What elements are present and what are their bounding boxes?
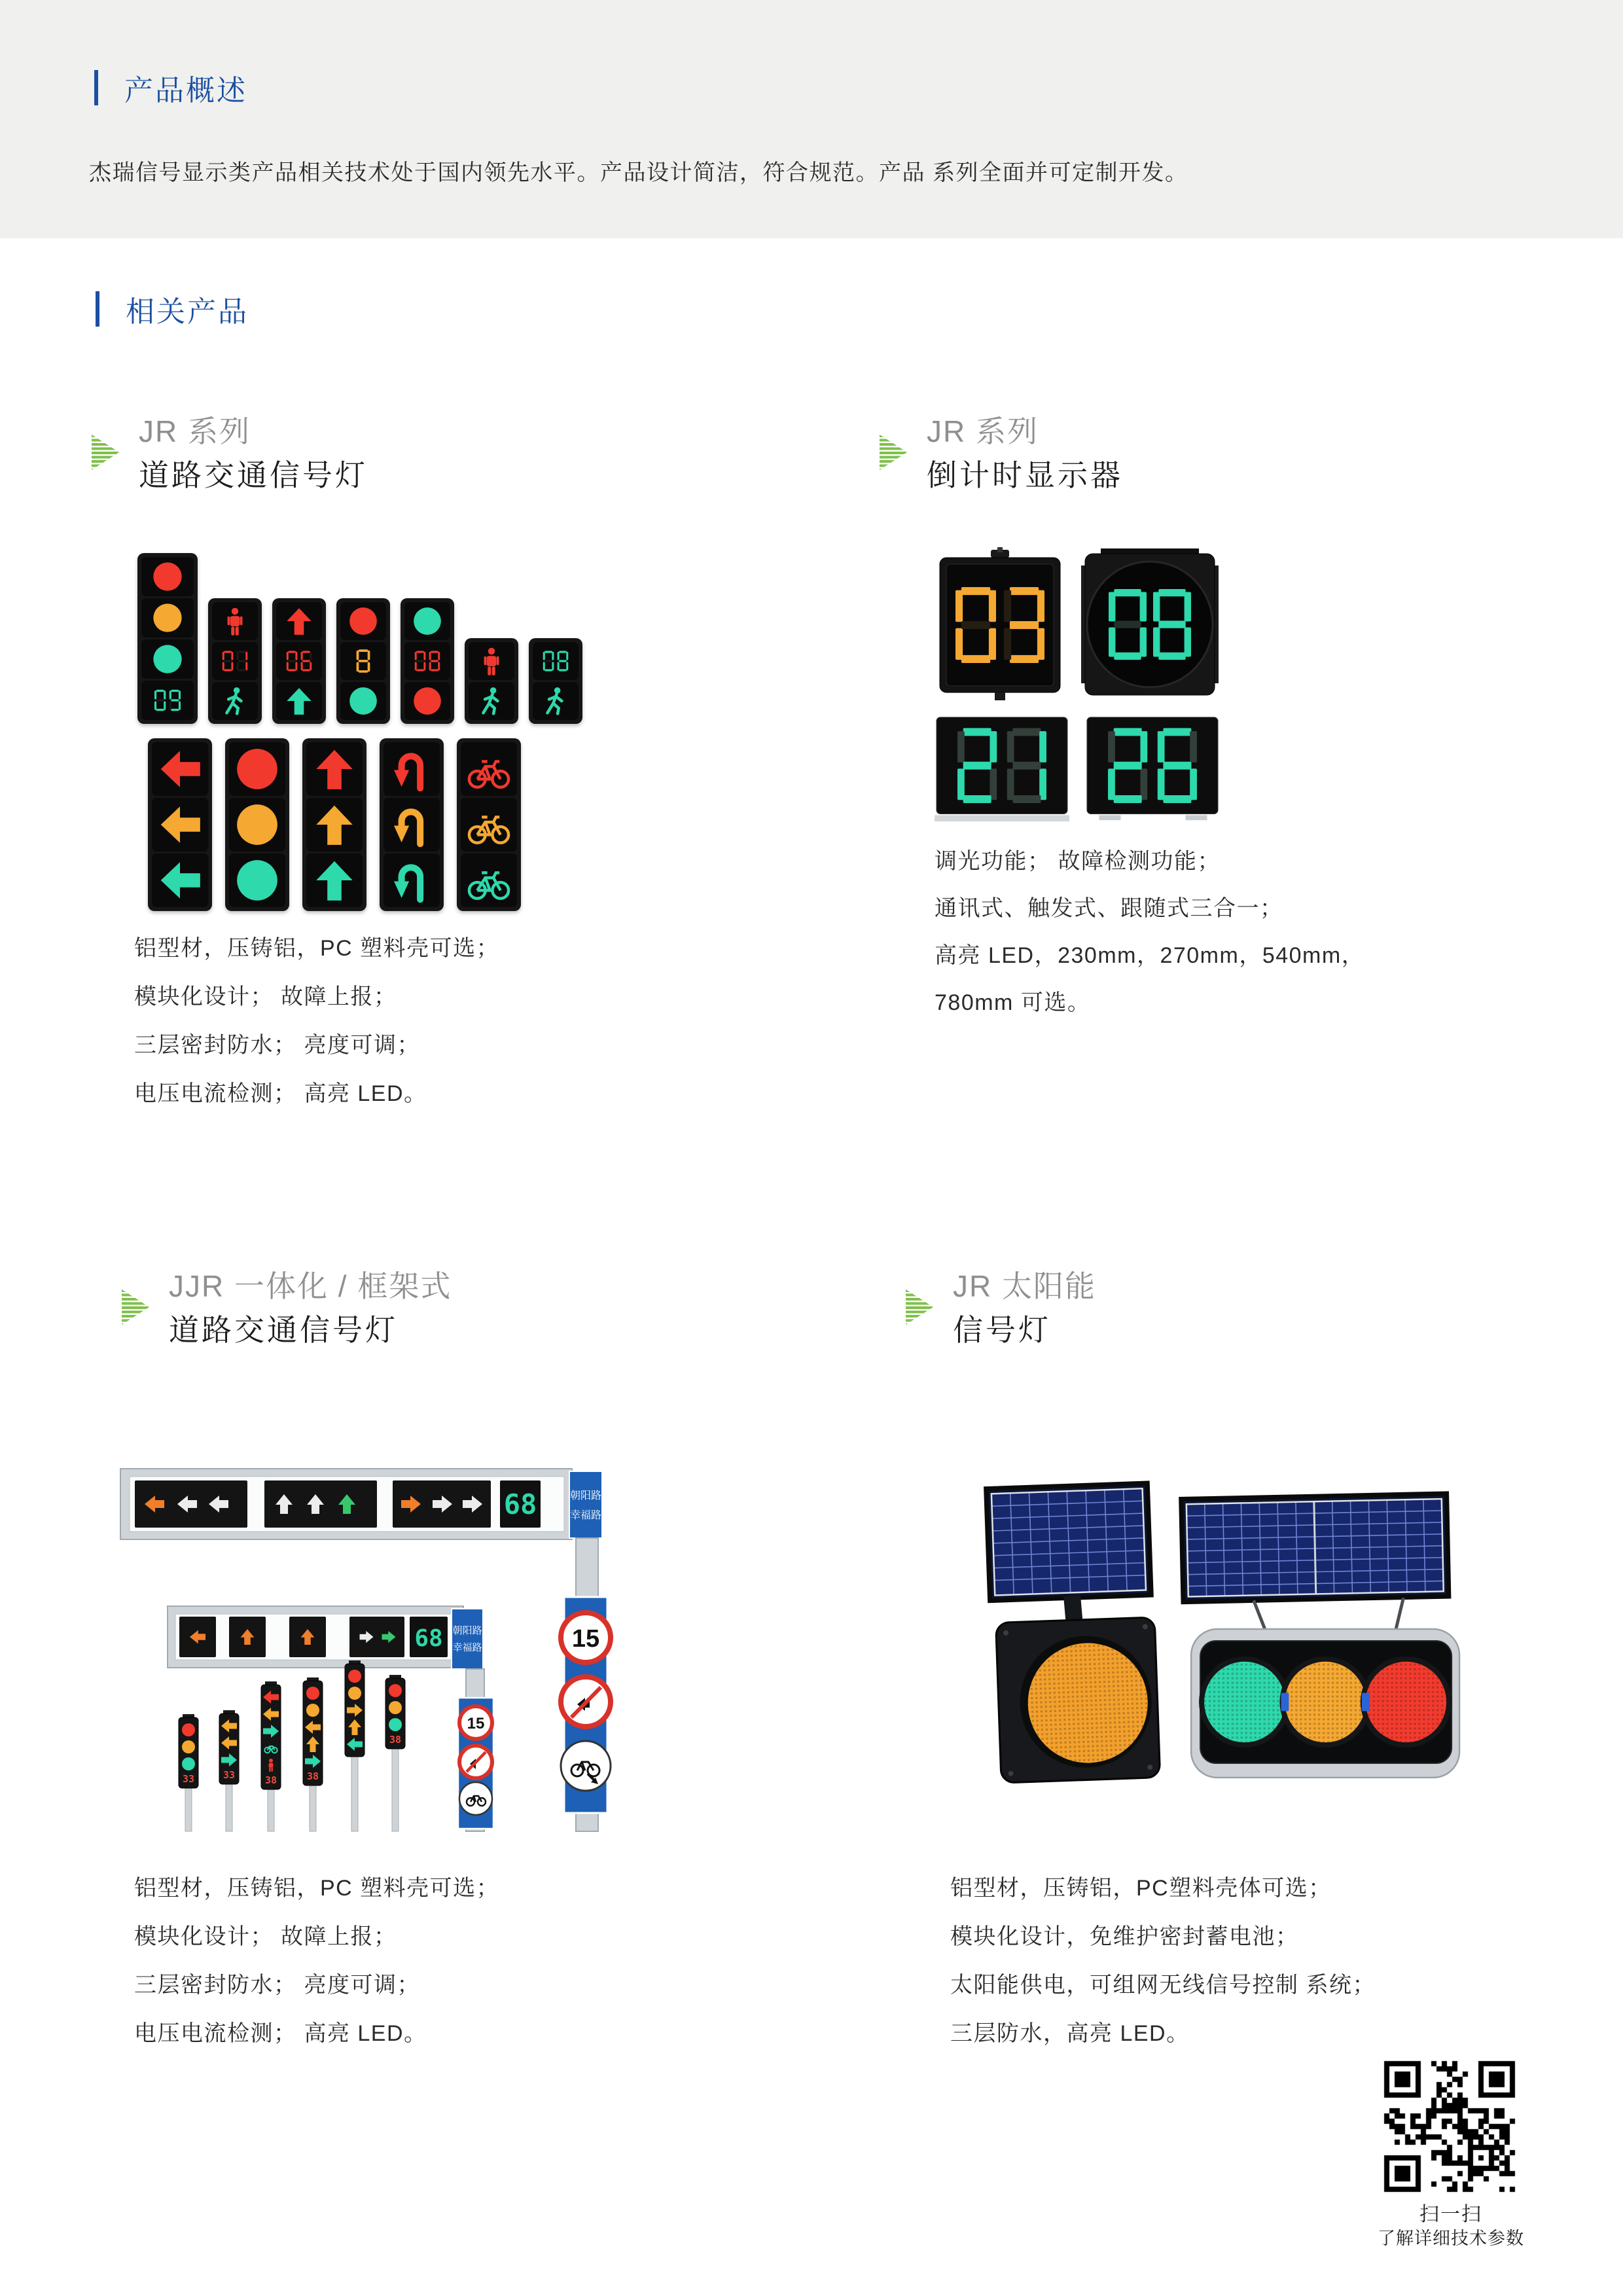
bicycle-sign xyxy=(561,1741,611,1791)
feature-list xyxy=(134,924,499,1118)
feature-line: 三层防水，高亮 LED。 xyxy=(950,2021,1190,2046)
traffic-light-section xyxy=(461,853,517,907)
road-name: 朝阳路 xyxy=(452,1625,482,1636)
pole-counter: 33 xyxy=(223,1769,236,1781)
pole-counter: 33 xyxy=(182,1773,195,1785)
traffic-light-section xyxy=(533,642,579,680)
gantry-sign-panel xyxy=(458,1698,493,1829)
pole-counter: 38 xyxy=(264,1774,277,1786)
feature-line: 三层密封防水； 亮度可调； xyxy=(134,1033,420,1058)
circle-icon xyxy=(233,745,281,793)
traffic-light-section xyxy=(141,598,194,637)
feature-line: 三层密封防水； 亮度可调； xyxy=(134,1973,420,1998)
arrow-up-icon xyxy=(310,800,359,849)
traffic-light-section xyxy=(306,853,363,907)
product-image-countdown xyxy=(935,547,1242,824)
product3-header xyxy=(122,1265,452,1352)
arrow-up-icon xyxy=(283,685,315,717)
traffic-light-section xyxy=(404,602,450,640)
feature-line: 太阳能供电，可组网无线信号控制 系统； xyxy=(950,1973,1376,1998)
arrow-left-icon xyxy=(156,800,204,849)
signal-pole xyxy=(219,1710,239,1831)
product1-name: 道路交通信号灯 xyxy=(139,458,368,492)
traffic-light-unit xyxy=(137,553,198,724)
qr-caption: 扫一扫 xyxy=(1419,2204,1482,2225)
countdown-display xyxy=(935,547,1065,702)
traffic-light-unit xyxy=(302,738,366,911)
speed-limit-sign: 15 xyxy=(467,1715,485,1732)
gantry-road-sign xyxy=(569,1471,602,1538)
traffic-light-unit xyxy=(457,738,521,911)
traffic-light-section xyxy=(340,682,386,720)
bicycle-icon xyxy=(465,856,513,905)
traffic-light-section xyxy=(152,742,208,796)
traffic-light-section xyxy=(229,742,285,796)
traffic-light-section xyxy=(276,602,322,640)
traffic-light-unit xyxy=(225,738,289,911)
solar-mount xyxy=(1396,1598,1404,1630)
feature-line: 模块化设计； 故障上报； xyxy=(134,984,397,1009)
traffic-light-section xyxy=(152,853,208,907)
countdown-display xyxy=(1085,715,1220,824)
gantry-mid-beam xyxy=(168,1606,463,1668)
traffic-light-section xyxy=(306,798,363,852)
arrow-up-icon xyxy=(283,605,315,637)
solar-mount xyxy=(1254,1600,1266,1630)
signal-pole xyxy=(179,1714,198,1831)
feature-line: 铝型材，压铸铝，PC 塑料壳可选； xyxy=(134,1876,500,1901)
circle-icon xyxy=(151,560,185,594)
traffic-light-unit xyxy=(208,598,262,724)
person-walk-icon xyxy=(475,685,508,717)
traffic-light-row xyxy=(148,738,589,911)
green-arrow-icon xyxy=(906,1289,933,1325)
green-arrow-icon xyxy=(92,435,119,470)
gantry-road-sign xyxy=(452,1609,483,1669)
road-name: 幸福路 xyxy=(569,1510,602,1521)
bicycle-icon xyxy=(465,745,513,793)
gantry-sign-panel xyxy=(561,1597,611,1813)
circle-icon xyxy=(151,642,185,676)
traffic-light-section xyxy=(152,798,208,852)
countdown-display xyxy=(1081,547,1219,702)
signal-pole-group xyxy=(179,1660,405,1831)
digits-icon xyxy=(219,645,251,677)
feature-list xyxy=(950,1864,1376,2058)
green-arrow-icon xyxy=(880,435,907,470)
signal-pole xyxy=(303,1677,323,1831)
circle-icon xyxy=(347,685,380,717)
arrow-up-icon xyxy=(310,856,359,905)
overview-title: 产品概述 xyxy=(124,75,247,107)
feature-line: 780mm 可选。 xyxy=(935,990,1091,1015)
digits-icon xyxy=(347,645,380,677)
overview-description: 杰瑞信号显示类产品相关技术处于国内领先水平。产品设计简洁，符合规范。产品 系列全面并可定制开发。 xyxy=(89,160,1188,185)
digits-icon xyxy=(283,645,315,677)
pole-counter: 38 xyxy=(389,1734,402,1746)
feature-line: 高亮 LED，230mm，270mm，540mm， xyxy=(935,943,1365,968)
traffic-light-unit xyxy=(272,598,326,724)
signal-pole xyxy=(261,1681,281,1831)
circle-icon xyxy=(347,605,380,637)
feature-line: 电压电流检测； 高亮 LED。 xyxy=(134,1081,427,1106)
traffic-light-section xyxy=(469,682,514,720)
person-walk-icon xyxy=(539,685,572,717)
circle-icon xyxy=(233,800,281,849)
signal-pole xyxy=(385,1675,405,1831)
arrow-uturn-icon xyxy=(387,800,436,849)
traffic-light-section xyxy=(383,742,440,796)
traffic-light-section xyxy=(461,798,517,852)
traffic-light-row xyxy=(137,546,589,724)
traffic-light-section xyxy=(383,853,440,907)
feature-line: 模块化设计； 故障上报； xyxy=(134,1924,397,1949)
product-image-gantry xyxy=(111,1440,656,1843)
feature-line: 调光功能； 故障检测功能； xyxy=(935,849,1221,874)
gantry-top-beam xyxy=(120,1469,572,1539)
gantry-illustration xyxy=(111,1440,656,1843)
qr-code xyxy=(1383,2060,1516,2193)
arrow-up-icon xyxy=(310,745,359,793)
solar-three-lamp-head xyxy=(1191,1629,1459,1778)
person-walk-icon xyxy=(219,685,251,717)
green-arrow-icon xyxy=(122,1289,149,1325)
product1-header xyxy=(92,410,368,497)
traffic-light-section xyxy=(533,682,579,720)
countdown-row xyxy=(935,715,1242,824)
product3-series: JJR 一体化 / 框架式 xyxy=(169,1269,452,1303)
solar-amber-lamp xyxy=(996,1617,1160,1783)
product4-header xyxy=(906,1265,1096,1352)
traffic-light-section xyxy=(141,557,194,596)
solar-illustration xyxy=(948,1466,1469,1805)
traffic-light-unit xyxy=(401,598,454,724)
circle-icon xyxy=(151,601,185,635)
traffic-light-section xyxy=(212,642,258,680)
traffic-light-unit xyxy=(148,738,212,911)
traffic-light-section xyxy=(306,742,363,796)
traffic-light-section xyxy=(340,602,386,640)
feature-line: 通讯式、触发式、跟随式三合一； xyxy=(935,896,1283,921)
traffic-light-section xyxy=(229,798,285,852)
traffic-light-unit xyxy=(336,598,390,724)
traffic-light-section xyxy=(141,639,194,679)
signal-pole xyxy=(345,1660,365,1831)
traffic-light-section xyxy=(469,642,514,680)
arrow-uturn-icon xyxy=(387,745,436,793)
traffic-light-section xyxy=(276,682,322,720)
product-image-traffic-lights xyxy=(137,546,589,911)
arrow-uturn-icon xyxy=(387,856,436,905)
traffic-light-unit xyxy=(465,638,518,724)
road-name: 幸福路 xyxy=(452,1642,482,1653)
circle-icon xyxy=(233,856,281,905)
traffic-light-section xyxy=(276,642,322,680)
feature-line: 铝型材，压铸铝，PC 塑料壳可选； xyxy=(134,936,500,961)
traffic-light-unit xyxy=(380,738,444,911)
traffic-light-section xyxy=(340,642,386,680)
feature-line: 铝型材，压铸铝，PC塑料壳体可选； xyxy=(950,1876,1332,1901)
solar-panel xyxy=(986,1483,1152,1601)
digits-icon xyxy=(411,645,444,677)
product2-name: 倒计时显示器 xyxy=(927,458,1123,492)
traffic-light-section xyxy=(212,682,258,720)
traffic-light-unit xyxy=(529,638,582,724)
traffic-light-section xyxy=(212,602,258,640)
product2-series: JR 系列 xyxy=(927,414,1039,448)
circle-icon xyxy=(411,605,444,637)
bicycle-icon xyxy=(465,800,513,849)
related-products-header xyxy=(96,288,249,330)
overview-band xyxy=(0,0,1623,238)
overview-header xyxy=(94,67,247,109)
product4-name: 信号灯 xyxy=(953,1313,1051,1347)
related-title: 相关产品 xyxy=(126,296,249,328)
product3-name: 道路交通信号灯 xyxy=(169,1313,398,1347)
feature-list xyxy=(134,1864,499,2058)
countdown-row xyxy=(935,547,1242,702)
person-stand-icon xyxy=(219,605,251,637)
blue-bar-icon xyxy=(96,291,99,327)
bicycle-sign xyxy=(459,1782,492,1815)
traffic-light-section xyxy=(383,798,440,852)
digits-icon xyxy=(151,683,185,717)
traffic-light-section xyxy=(404,682,450,720)
gantry-counter: 68 xyxy=(414,1625,443,1652)
traffic-light-section xyxy=(404,642,450,680)
traffic-light-section xyxy=(461,742,517,796)
product-image-solar xyxy=(948,1466,1469,1806)
product2-header xyxy=(880,410,1123,497)
road-name: 朝阳路 xyxy=(569,1490,602,1501)
product4-series: JR 太阳能 xyxy=(953,1269,1096,1303)
qr-caption: 了解详细技术参数 xyxy=(1378,2229,1524,2248)
circle-icon xyxy=(411,685,444,717)
feature-line: 模块化设计，免维护密封蓄电池； xyxy=(950,1924,1299,1949)
arrow-left-icon xyxy=(156,856,204,905)
digits-icon xyxy=(539,645,572,677)
blue-bar-icon xyxy=(94,70,98,105)
person-stand-icon xyxy=(475,645,508,677)
countdown-display xyxy=(935,715,1069,824)
solar-panel xyxy=(1181,1494,1449,1602)
traffic-light-section xyxy=(229,853,285,907)
feature-line: 电压电流检测； 高亮 LED。 xyxy=(134,2021,427,2046)
arrow-left-icon xyxy=(156,745,204,793)
pole-counter: 38 xyxy=(306,1770,319,1782)
feature-list xyxy=(935,838,1364,1026)
product1-series: JR 系列 xyxy=(139,414,251,448)
gantry-counter: 68 xyxy=(503,1488,537,1520)
speed-limit-sign: 15 xyxy=(571,1625,600,1653)
traffic-light-section xyxy=(141,681,194,720)
